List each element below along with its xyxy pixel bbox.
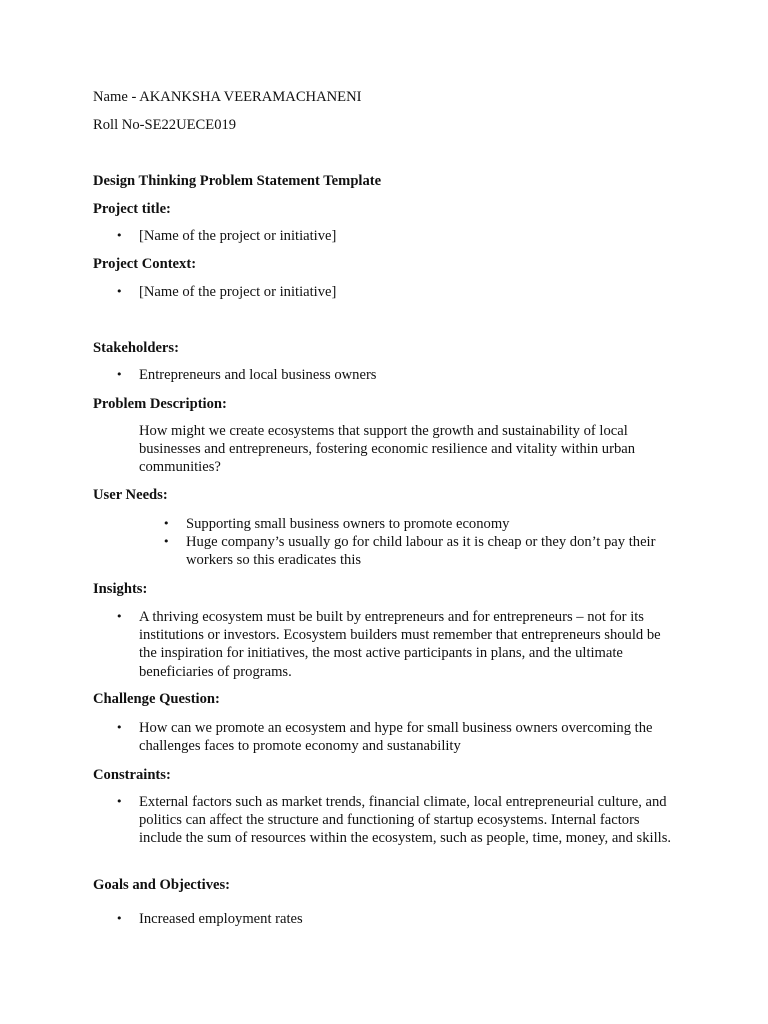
goals-heading: Goals and Objectives: (93, 877, 231, 893)
user-needs-list (186, 515, 666, 570)
project-title-list (139, 227, 679, 245)
problem-description-text: How might we create ecosystems that support the growth and sustainability of local businesses and entrepreneurs, fostering economic resilience and vitality within urban communities? (139, 423, 636, 476)
list-item: • [Name of the project or initiative] (139, 227, 679, 245)
list-item: • External factors such as market trends, financial climate, local entrepreneurial culture, and politics can affect the structure and functioning of startup ecosystems. Internal factors include the sum of resources within the ecosystem, such as people, time, money, and skills. (139, 793, 679, 848)
project-context-list (139, 283, 679, 301)
user-needs-heading: User Needs: (93, 487, 168, 503)
constraints-heading: Constraints: (93, 767, 171, 783)
list-item: • Huge company’s usually go for child labour as it is cheap or they don’t pay their workers so this eradicates this (186, 533, 666, 569)
template-title: Design Thinking Problem Statement Template (93, 173, 382, 189)
constraints-list (139, 793, 679, 848)
list-item: • How can we promote an ecosystem and hype for small business owners overcoming the challenges faces to promote economy and sustanability (139, 719, 679, 755)
insights-list (139, 608, 679, 681)
challenge-question-list (139, 719, 679, 755)
list-item: • Entrepreneurs and local business owners (139, 366, 679, 384)
problem-description-heading: Problem Description: (93, 396, 227, 412)
challenge-question-heading: Challenge Question: (93, 691, 220, 707)
list-item: • Supporting small business owners to promote economy (186, 515, 666, 533)
student-name: Name - AKANKSHA VEERAMACHANENI (93, 89, 362, 105)
roll-number: Roll No-SE22UECE019 (93, 117, 237, 133)
list-item: • A thriving ecosystem must be built by entrepreneurs and for entrepreneurs – not for its institutions or investors. Ecosystem builders must remember that entrepreneurs should be the inspiration for initiatives, the most active participants in plans, and the ultimate beneficiaries of programs. (139, 608, 679, 681)
list-item: • Increased employment rates (139, 910, 679, 928)
list-item: • [Name of the project or initiative] (139, 283, 679, 301)
project-title-heading: Project title: (93, 201, 171, 217)
stakeholders-heading: Stakeholders: (93, 340, 179, 356)
stakeholders-list (139, 366, 679, 384)
project-context-heading: Project Context: (93, 256, 197, 272)
insights-heading: Insights: (93, 581, 148, 597)
goals-list (139, 910, 679, 928)
